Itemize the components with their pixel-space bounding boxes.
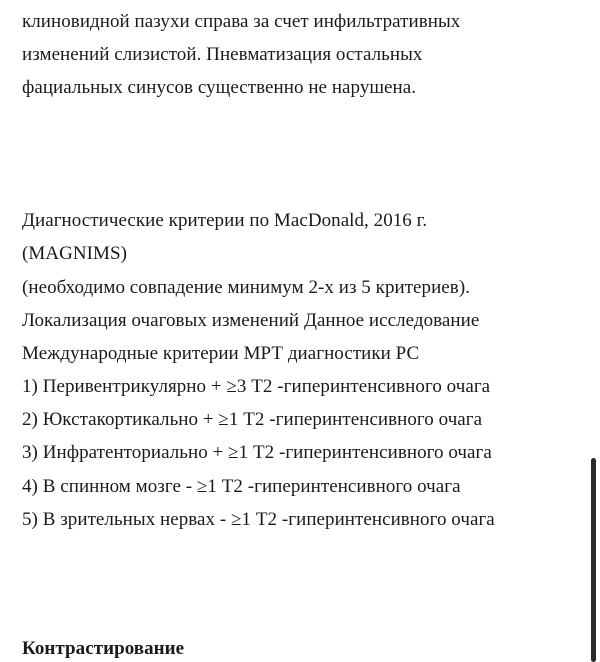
criteria-item: 3) Инфратенториально + ≥1 Т2 -гиперинтенсивного очага — [22, 442, 492, 463]
scrollbar-thumb[interactable] — [591, 458, 596, 662]
text-line: (необходимо совпадение минимум 2-х из 5 критериев). — [22, 277, 470, 298]
text-line: (MAGNIMS) — [22, 243, 127, 264]
criteria-item: 4) В спинном мозге - ≥1 Т2 -гиперинтенсивного очага — [22, 476, 461, 497]
text-line: изменений слизистой. Пневматизация остальных — [22, 44, 423, 65]
criteria-title: Диагностические критерии по MacDonald, 2016 г. — [22, 210, 428, 231]
criteria-item: 5) В зрительных нервах - ≥1 Т2 -гиперинтенсивного очага — [22, 509, 495, 530]
section-heading: Контрастирование — [22, 638, 185, 659]
criteria-item: 1) Перивентрикулярно + ≥3 Т2 -гиперинтенсивного очага — [22, 376, 491, 397]
criteria-item: 2) Юкстакортикально + ≥1 Т2 -гиперинтенсивного очага — [22, 409, 483, 430]
text-line: Локализация очаговых изменений Данное исследование — [22, 310, 480, 331]
text-line: Международные критерии МРТ диагностики РС — [22, 343, 420, 364]
text-line: фациальных синусов существенно не нарушена. — [22, 77, 417, 98]
text-line: клиновидной пазухи справа за счет инфильтративных — [22, 11, 461, 32]
